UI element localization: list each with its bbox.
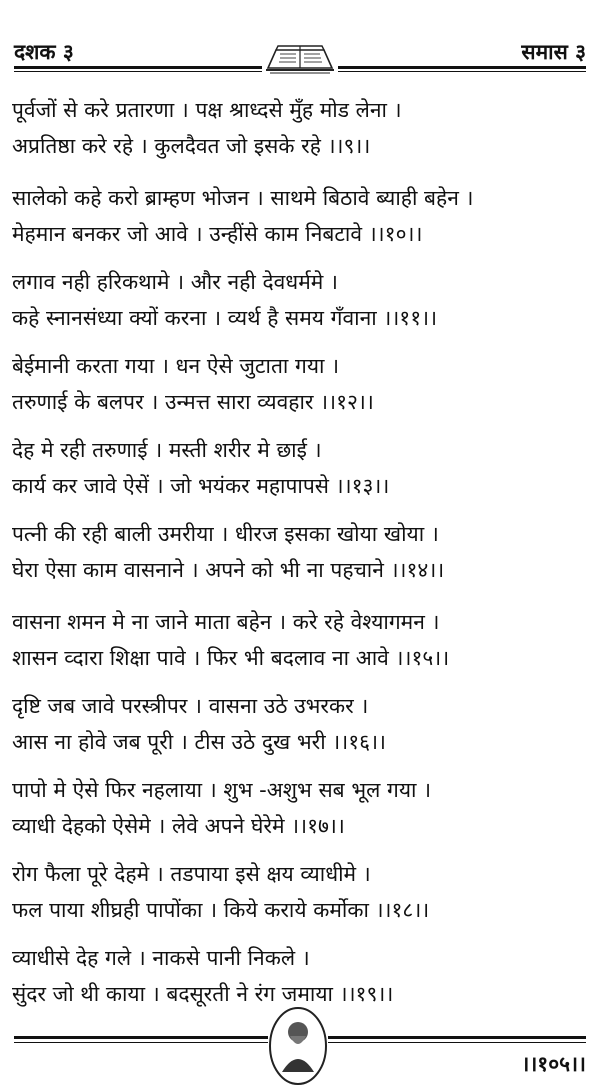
verse-line: घेरा ऐसा काम वासनाने । अपने को भी ना पहचाने ।।१४।। (12, 558, 445, 582)
verse-line: बेईमानी करता गया । धन ऐसे जुटाता गया । (12, 354, 340, 378)
verse-stanza (12, 264, 588, 336)
verse-line: व्याधीसे देह गले । नाकसे पानी निकले । (12, 946, 310, 970)
verse-stanza (12, 688, 588, 760)
verse-stanza (12, 772, 588, 844)
verse-line: पापो मे ऐसे फिर नहलाया । शुभ -अशुभ सब भूल गया । (12, 778, 432, 802)
verse-line: दृष्टि जब जावे परस्त्रीपर । वासना उठे उभरकर । (12, 694, 369, 718)
verse-line: अप्रतिष्ठा करे रहे । कुलदैवत जो इसके रहे ।।९।। (12, 134, 371, 158)
book-icon (262, 40, 338, 76)
verse-line: व्याधी देहको ऐसेमे । लेवे अपने घेरेमे ।।१७।। (12, 814, 345, 838)
verse-line: सालेको कहे करो ब्राम्हण भोजन । साथमे बिठावे ब्याही बहेन । (12, 186, 474, 210)
verse-line: लगाव नही हरिकथामे । और नही देवधर्ममे । (12, 270, 338, 294)
verse-line: कार्य कर जावे ऐसें । जो भयंकर महापापसे ।।१३।। (12, 474, 390, 498)
page-footer (14, 1000, 586, 1090)
verse-stanza (12, 180, 588, 252)
page-header (14, 0, 586, 80)
verse-line: तरुणाई के बलपर । उन्मत्त सारा व्यवहार ।।१२।। (12, 390, 374, 414)
verse-line: वासना शमन मे ना जाने माता बहेन । करे रहे वेश्यागमन । (12, 610, 440, 634)
verse-line: पूर्वजों से करे प्रतारणा । पक्ष श्राध्दसे मुँह मोड लेना । (12, 98, 402, 122)
verse-stanza (12, 432, 588, 504)
verse-line: देह मे रही तरुणाई । मस्ती शरीर मे छाई । (12, 438, 322, 462)
samas-label: समास ३ (521, 40, 586, 64)
saint-portrait-icon (268, 1006, 328, 1086)
verse-line: रोग फैला पूरे देहमे । तडपाया इसे क्षय व्याधीमे । (12, 862, 371, 886)
verse-line: शासन व्दारा शिक्षा पावे । फिर भी बदलाव ना आवे ।।१५।। (12, 646, 450, 670)
verse-line: कहे स्नानसंध्या क्यों करना । व्यर्थ है समय गँवाना ।।११।। (12, 306, 438, 330)
verse-stanza (12, 856, 588, 928)
verse-stanza (12, 348, 588, 420)
verse-line: फल पाया शीघ्रही पापोंका । किये कराये कर्मोका ।।१८।। (12, 898, 430, 922)
page-number: ।।१०५।। (521, 1052, 586, 1076)
verse-line: सुंदर जो थी काया । बदसूरती ने रंग जमाया ।।१९।। (12, 982, 394, 1006)
verse-stanza (12, 92, 588, 164)
verse-line: मेहमान बनकर जो आवे । उन्हींसे काम निबटावे ।।१०।। (12, 222, 423, 246)
verse-body (12, 92, 588, 1012)
verse-line: पत्नी की रही बाली उमरीया । धीरज इसका खोया खोया । (12, 522, 439, 546)
verse-stanza (12, 604, 588, 676)
dashak-label: दशक ३ (14, 40, 74, 64)
verse-stanza (12, 516, 588, 588)
verse-line: आस ना होवे जब पूरी । टीस उठे दुख भरी ।।१६।। (12, 730, 386, 754)
